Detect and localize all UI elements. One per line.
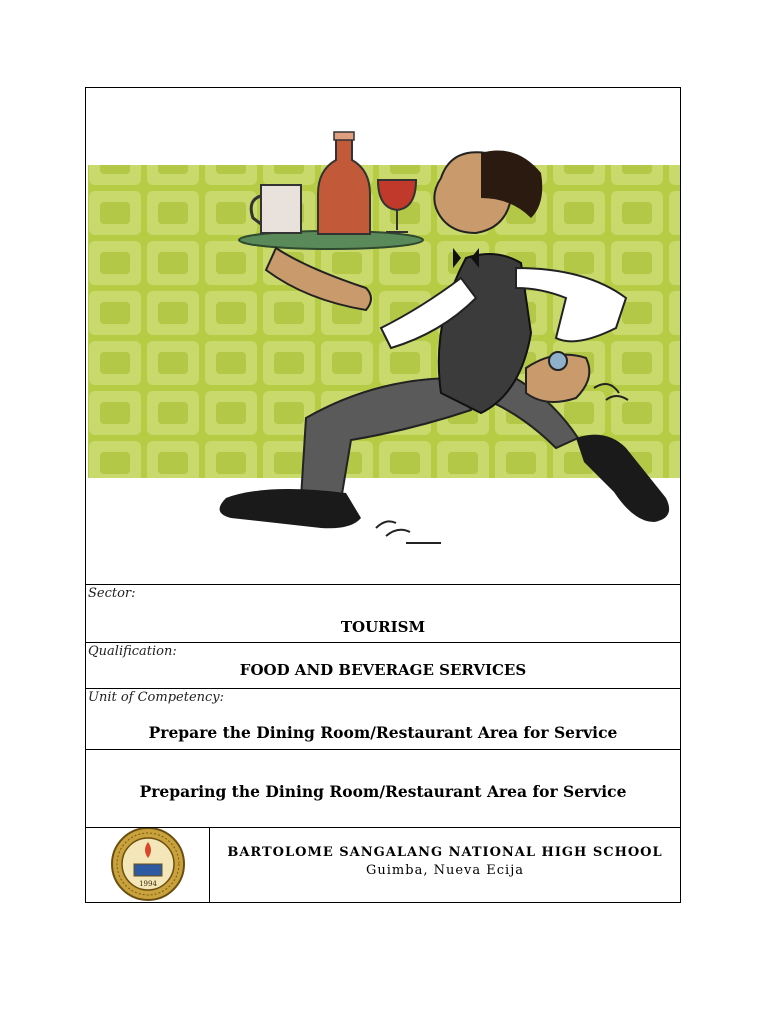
sector-label: Sector:: [88, 586, 136, 601]
school-location: Guimba, Nueva Ecija: [366, 863, 524, 878]
module-title: Preparing the Dining Room/Restaurant Area for Service: [139, 782, 627, 801]
unit-row: [86, 688, 680, 749]
sector-row: [86, 584, 680, 642]
school-name: BARTOLOME SANGALANG NATIONAL HIGH SCHOOL: [227, 845, 663, 860]
cover-frame: [85, 87, 681, 903]
seal-year: 1994: [139, 880, 157, 888]
unit-label: Unit of Competency:: [88, 690, 225, 705]
module-title-row: [86, 749, 680, 827]
waiter-illustration: [86, 88, 680, 584]
waiter-illustration-svg: [86, 88, 680, 584]
school-row: [86, 827, 680, 903]
school-seal-icon: [86, 828, 210, 904]
qualification-row: [86, 642, 680, 688]
qualification-label: Qualification:: [88, 644, 177, 659]
sector-value: TOURISM: [340, 618, 426, 636]
unit-value: Prepare the Dining Room/Restaurant Area for Service: [148, 723, 618, 742]
qualification-value: FOOD AND BEVERAGE SERVICES: [239, 661, 527, 679]
school-seal-cell: [86, 828, 210, 903]
tray-icon: [239, 132, 423, 249]
